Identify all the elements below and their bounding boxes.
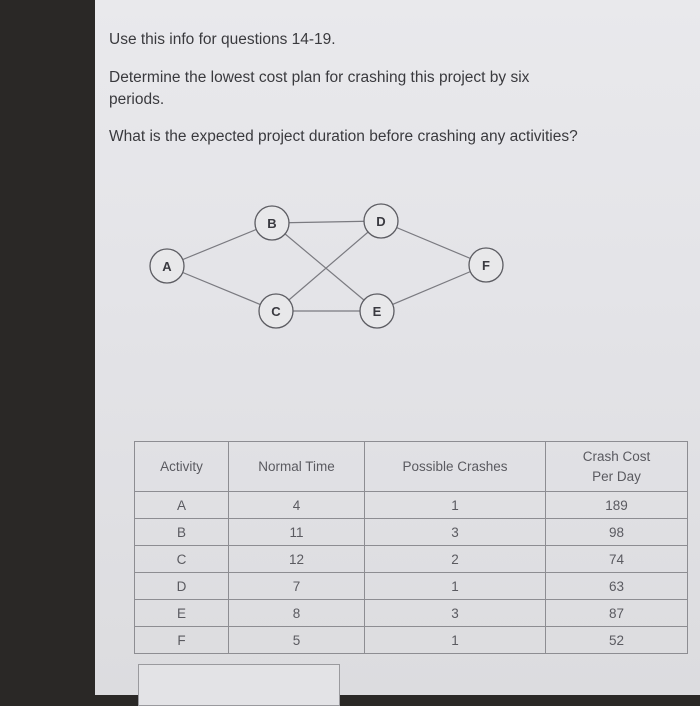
column-header: Normal Time (229, 442, 365, 492)
cell-possible-crashes: 3 (365, 600, 546, 627)
node-d (364, 204, 398, 238)
cell-possible-crashes: 3 (365, 519, 546, 546)
cell-activity: E (135, 600, 229, 627)
edge-a-c (167, 266, 276, 311)
cell-normal-time: 12 (229, 546, 365, 573)
node-e (360, 294, 394, 328)
cell-possible-crashes: 1 (365, 573, 546, 600)
cell-possible-crashes: 1 (365, 492, 546, 519)
cell-normal-time: 11 (229, 519, 365, 546)
activity-table (134, 441, 688, 654)
cell-activity: D (135, 573, 229, 600)
table-row (135, 573, 688, 600)
node-a (150, 249, 184, 283)
node-b (255, 206, 289, 240)
node-label: A (162, 259, 172, 274)
table-row (135, 546, 688, 573)
cell-possible-crashes: 1 (365, 627, 546, 654)
table-row (135, 627, 688, 654)
table-row (135, 600, 688, 627)
question-intro: Use this info for questions 14-19. (109, 31, 336, 48)
network-diagram (95, 0, 700, 420)
cell-normal-time: 4 (229, 492, 365, 519)
answer-input[interactable] (138, 664, 340, 706)
node-label: B (267, 216, 277, 231)
cell-crash-cost: 52 (546, 627, 688, 654)
node-f (469, 248, 503, 282)
table-row (135, 519, 688, 546)
cell-activity: A (135, 492, 229, 519)
column-header: Crash Cost Per Day (546, 442, 688, 492)
question-prompt: What is the expected project duration before crashing any activities? (109, 128, 578, 145)
edge-c-d (276, 221, 381, 311)
node-label: F (482, 258, 490, 273)
column-header: Activity (135, 442, 229, 492)
node-label: E (372, 304, 382, 319)
cell-activity: F (135, 627, 229, 654)
cell-normal-time: 5 (229, 627, 365, 654)
cell-activity: C (135, 546, 229, 573)
cell-crash-cost: 98 (546, 519, 688, 546)
table-row (135, 492, 688, 519)
node-label: C (271, 304, 281, 319)
cell-possible-crashes: 2 (365, 546, 546, 573)
cell-activity: B (135, 519, 229, 546)
node-c (259, 294, 293, 328)
cell-normal-time: 8 (229, 600, 365, 627)
cell-crash-cost: 87 (546, 600, 688, 627)
cell-crash-cost: 74 (546, 546, 688, 573)
edge-b-e (272, 223, 377, 311)
edge-e-f (377, 265, 486, 311)
question-page (95, 0, 700, 695)
cell-crash-cost: 63 (546, 573, 688, 600)
table-header-row (135, 442, 688, 492)
question-instruction: Determine the lowest cost plan for crashing this project by six periods. (109, 69, 530, 108)
column-header: Possible Crashes (365, 442, 546, 492)
cell-crash-cost: 189 (546, 492, 688, 519)
cell-normal-time: 7 (229, 573, 365, 600)
node-label: D (376, 214, 386, 229)
